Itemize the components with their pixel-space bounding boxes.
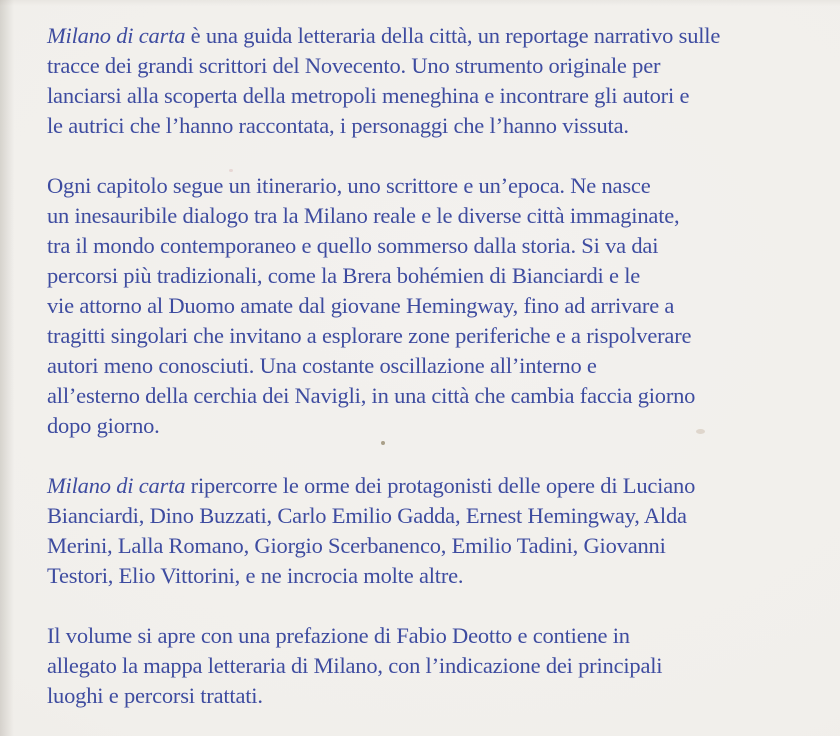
book-title-italic: Milano di carta <box>47 23 186 48</box>
blurb-text-block <box>47 21 824 711</box>
text-line: lanciarsi alla scoperta della metropoli meneghina e incontrare gli autori e <box>47 83 690 108</box>
dust-speck <box>381 441 385 445</box>
text-line: tragitti singolari che invitano a esplorare zone periferiche e a rispolverare <box>47 323 692 348</box>
text-line: vie attorno al Duomo amate dal giovane Hemingway, fino ad arrivare a <box>47 293 675 318</box>
book-title-italic: Milano di carta <box>47 473 186 498</box>
text-line: tra il mondo contemporaneo e quello sommerso dalla storia. Si va dai <box>47 233 659 258</box>
text-line: percorsi più tradizionali, come la Brera bohémien di Bianciardi e le <box>47 263 641 288</box>
text-line <box>47 471 824 501</box>
dust-smudge <box>696 429 705 434</box>
text-line: Merini, Lalla Romano, Giorgio Scerbanenco, Emilio Tadini, Giovanni <box>47 533 666 558</box>
text-line: luoghi e percorsi trattati. <box>47 683 263 708</box>
text-line: Ogni capitolo segue un itinerario, uno scrittore e un’epoca. Ne nasce <box>47 173 651 198</box>
text-line-rest: ripercorre le orme dei protagonisti delle opere di Luciano <box>185 473 696 498</box>
text-line: Testori, Elio Vittorini, e ne incrocia molte altre. <box>47 563 464 588</box>
dust-speck <box>229 169 233 172</box>
text-line: Bianciardi, Dino Buzzati, Carlo Emilio Gadda, Ernest Hemingway, Alda <box>47 503 687 528</box>
text-line: tracce dei grandi scrittori del Novecento. Uno strumento originale per <box>47 53 661 78</box>
paragraph-intro <box>47 21 824 141</box>
text-line <box>47 21 824 51</box>
text-line: autori meno conosciuti. Una costante oscillazione all’interno e <box>47 353 597 378</box>
text-line: Il volume si apre con una prefazione di Fabio Deotto e contiene in <box>47 623 630 648</box>
paragraph-volume-info <box>47 621 824 711</box>
text-line: dopo giorno. <box>47 413 160 438</box>
text-line-rest: è una guida letteraria della città, un reportage narrativo sulle <box>185 23 721 48</box>
text-line: all’esterno della cerchia dei Navigli, in una città che cambia faccia giorno <box>47 383 696 408</box>
paragraph-itineraries <box>47 171 824 441</box>
text-line: le autrici che l’hanno raccontata, i personaggi che l’hanno vissuta. <box>47 113 629 138</box>
text-line: allegato la mappa letteraria di Milano, con l’indicazione dei principali <box>47 653 663 678</box>
paragraph-authors <box>47 471 824 591</box>
text-line: un inesauribile dialogo tra la Milano reale e le diverse città immaginate, <box>47 203 680 228</box>
scan-edge-shadow-left <box>0 0 14 736</box>
scan-edge-shadow-top <box>0 0 840 6</box>
